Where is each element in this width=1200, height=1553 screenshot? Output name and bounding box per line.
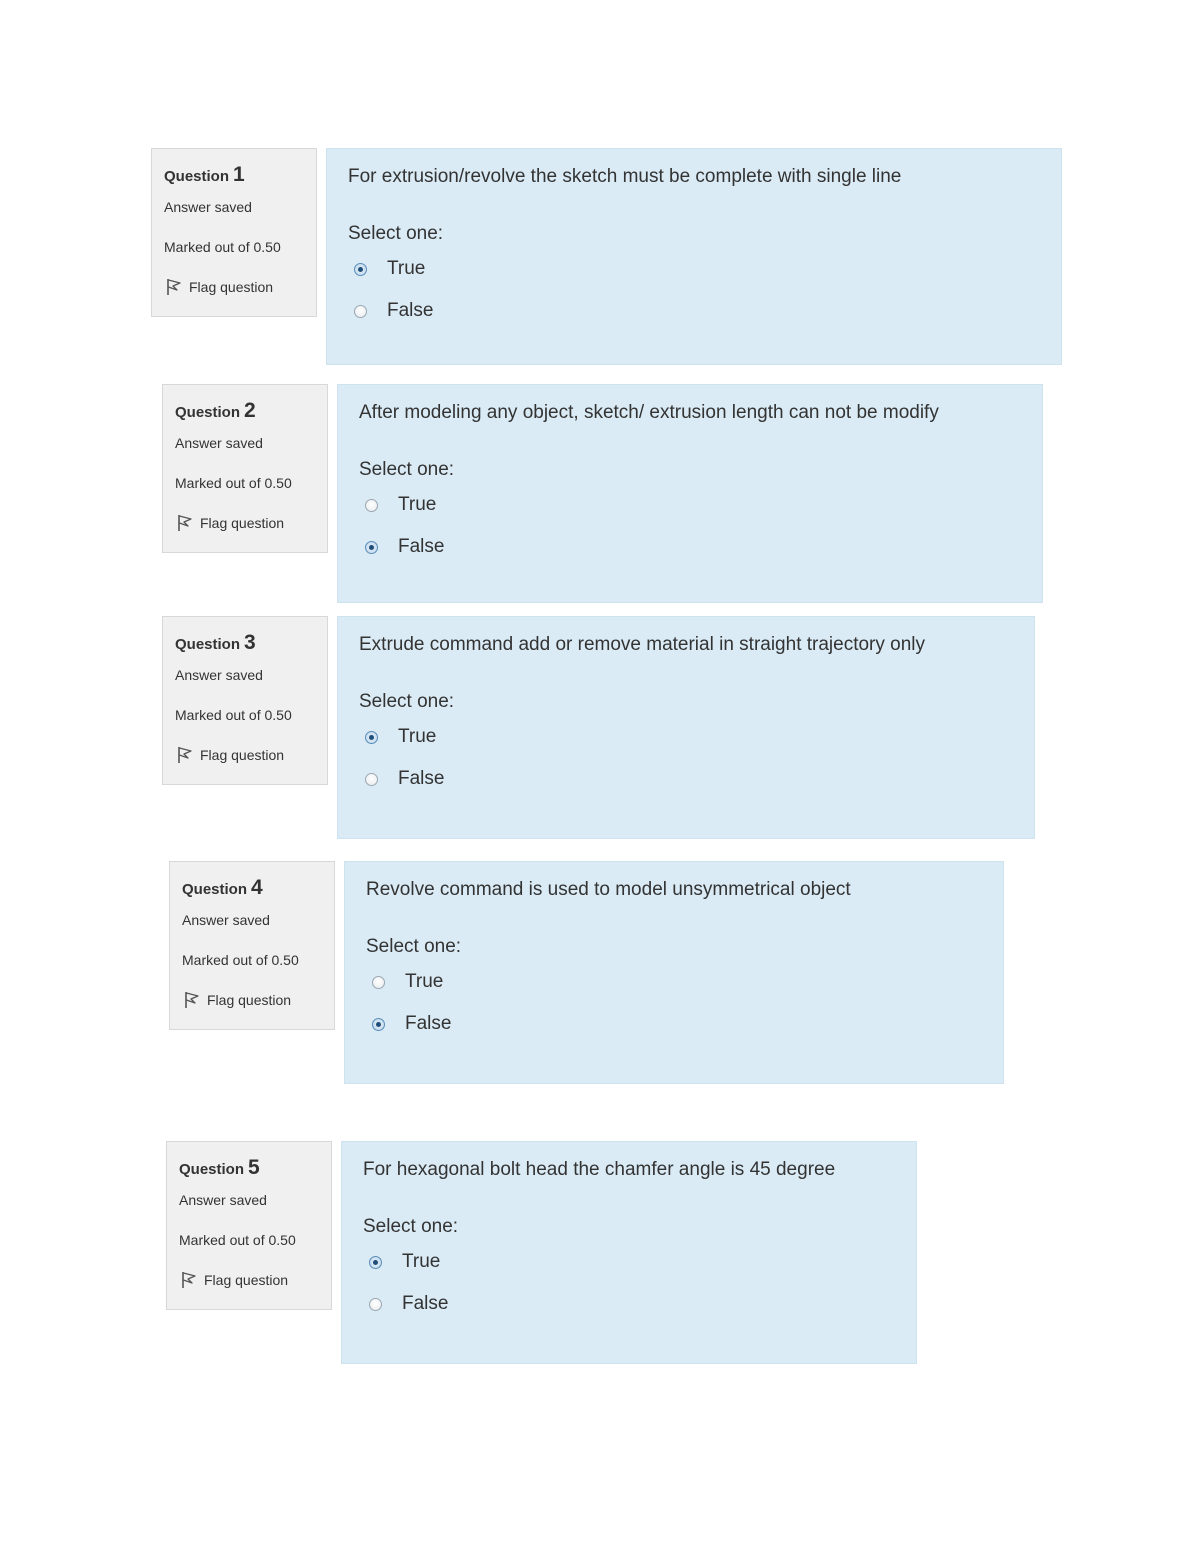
question-number xyxy=(179,1154,331,1182)
question-grade: Marked out of 0.50 xyxy=(175,707,292,723)
answer-options xyxy=(359,490,1022,562)
option-label: False xyxy=(398,768,445,789)
option-label: False xyxy=(398,536,445,557)
question-state: Answer saved xyxy=(179,1192,267,1208)
answer-options xyxy=(363,1247,896,1319)
question-number xyxy=(182,874,334,902)
option-label: False xyxy=(387,300,434,321)
question-num: 5 xyxy=(248,1156,260,1179)
radio-true[interactable] xyxy=(354,263,367,276)
question-info xyxy=(162,616,328,785)
radio-true[interactable] xyxy=(365,499,378,512)
question-text: Revolve command is used to model unsymmetrical object xyxy=(366,879,851,900)
question-content xyxy=(344,861,1004,1084)
question-content xyxy=(326,148,1062,365)
question-info xyxy=(166,1141,332,1310)
question-word: Question xyxy=(175,404,241,421)
question-number xyxy=(175,397,327,425)
answer-options xyxy=(348,254,1041,326)
question-grade: Marked out of 0.50 xyxy=(164,239,281,255)
option-false[interactable] xyxy=(359,764,1014,794)
option-false[interactable] xyxy=(366,1009,983,1039)
option-true[interactable] xyxy=(348,254,1041,284)
question-info xyxy=(162,384,328,553)
option-false[interactable] xyxy=(363,1289,896,1319)
flag-question-link[interactable] xyxy=(175,745,327,765)
option-false[interactable] xyxy=(348,296,1041,326)
question-num: 1 xyxy=(233,163,245,186)
question-number xyxy=(175,629,327,657)
radio-true[interactable] xyxy=(369,1256,382,1269)
question-content xyxy=(337,384,1043,603)
question-text: For hexagonal bolt head the chamfer angle is 45 degree xyxy=(363,1159,836,1180)
question-text: Extrude command add or remove material in straight trajectory only xyxy=(359,634,926,655)
question-grade: Marked out of 0.50 xyxy=(182,952,299,968)
question-content xyxy=(337,616,1035,839)
answer-options xyxy=(366,967,983,1039)
radio-false[interactable] xyxy=(369,1298,382,1311)
question-num: 3 xyxy=(244,631,256,654)
question-word: Question xyxy=(175,636,241,653)
question-grade: Marked out of 0.50 xyxy=(179,1232,296,1248)
select-one-prompt: Select one: xyxy=(348,223,444,244)
question-info xyxy=(151,148,317,317)
question-num: 4 xyxy=(251,876,263,899)
flag-label: Flag question xyxy=(207,992,292,1008)
question-text: After modeling any object, sketch/ extrusion length can not be modify xyxy=(359,402,939,423)
option-label: True xyxy=(398,494,437,515)
option-label: False xyxy=(405,1013,452,1034)
option-true[interactable] xyxy=(359,490,1022,520)
radio-true[interactable] xyxy=(372,976,385,989)
question-grade: Marked out of 0.50 xyxy=(175,475,292,491)
question-state: Answer saved xyxy=(175,435,263,451)
radio-false[interactable] xyxy=(365,773,378,786)
option-label: True xyxy=(402,1251,441,1272)
select-one-prompt: Select one: xyxy=(366,936,462,957)
option-true[interactable] xyxy=(366,967,983,997)
flag-icon xyxy=(166,278,182,296)
flag-label: Flag question xyxy=(200,515,285,531)
question-state: Answer saved xyxy=(175,667,263,683)
flag-icon xyxy=(181,1271,197,1289)
radio-true[interactable] xyxy=(365,731,378,744)
question-word: Question xyxy=(164,168,230,185)
question-text: For extrusion/revolve the sketch must be complete with single line xyxy=(348,166,902,187)
flag-question-link[interactable] xyxy=(164,277,316,297)
flag-icon xyxy=(177,514,193,532)
question-number xyxy=(164,161,316,189)
question-word: Question xyxy=(179,1161,245,1178)
flag-label: Flag question xyxy=(189,279,274,295)
question-content xyxy=(341,1141,917,1364)
option-true[interactable] xyxy=(359,722,1014,752)
flag-label: Flag question xyxy=(200,747,285,763)
answer-options xyxy=(359,722,1014,794)
radio-false[interactable] xyxy=(372,1018,385,1031)
question-word: Question xyxy=(182,881,248,898)
flag-question-link[interactable] xyxy=(175,513,327,533)
flag-question-link[interactable] xyxy=(182,990,334,1010)
question-info xyxy=(169,861,335,1030)
option-label: True xyxy=(398,726,437,747)
question-state: Answer saved xyxy=(164,199,252,215)
select-one-prompt: Select one: xyxy=(359,691,455,712)
flag-question-link[interactable] xyxy=(179,1270,331,1290)
option-false[interactable] xyxy=(359,532,1022,562)
flag-icon xyxy=(177,746,193,764)
option-label: False xyxy=(402,1293,449,1314)
question-num: 2 xyxy=(244,399,256,422)
option-true[interactable] xyxy=(363,1247,896,1277)
question-state: Answer saved xyxy=(182,912,270,928)
flag-icon xyxy=(184,991,200,1009)
select-one-prompt: Select one: xyxy=(359,459,455,480)
option-label: True xyxy=(387,258,426,279)
radio-false[interactable] xyxy=(354,305,367,318)
flag-label: Flag question xyxy=(204,1272,289,1288)
option-label: True xyxy=(405,971,444,992)
select-one-prompt: Select one: xyxy=(363,1216,459,1237)
radio-false[interactable] xyxy=(365,541,378,554)
